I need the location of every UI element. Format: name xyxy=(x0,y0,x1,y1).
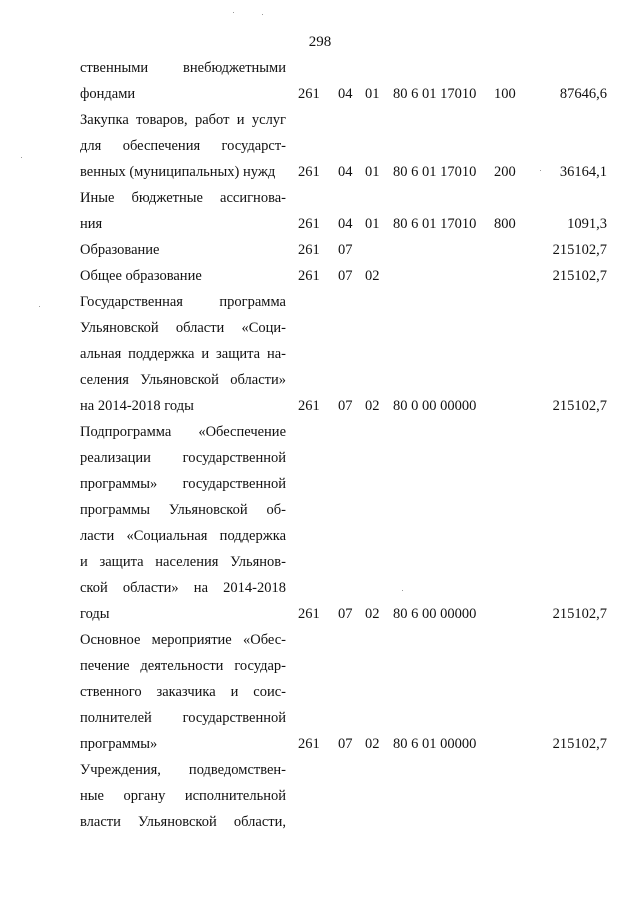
col-razdel: 07 xyxy=(338,606,353,622)
table-line xyxy=(0,679,640,705)
col-podrazdel: 01 xyxy=(365,216,380,232)
table-line xyxy=(0,81,640,107)
line-name: Основное мероприятие «Обес- xyxy=(80,632,286,648)
line-name: ные органу исполнительной xyxy=(80,788,286,804)
line-name: Ульяновской области «Соци- xyxy=(80,320,286,336)
scan-speck xyxy=(21,157,22,158)
line-name: Подпрограмма «Обеспечение xyxy=(80,424,286,440)
line-name: для обеспечения государст- xyxy=(80,138,286,154)
col-grbs: 261 xyxy=(298,164,320,180)
col-razdel: 04 xyxy=(338,216,353,232)
col-target-article: 80 6 01 17010 xyxy=(393,86,477,102)
line-name: власти Ульяновской области, xyxy=(80,814,286,830)
table-line xyxy=(0,575,640,601)
col-target-article: 80 6 01 17010 xyxy=(393,216,477,232)
col-sum: 215102,7 xyxy=(552,736,607,752)
col-grbs: 261 xyxy=(298,268,320,284)
table-line xyxy=(0,263,640,289)
table-line xyxy=(0,601,640,627)
table-line xyxy=(0,497,640,523)
scan-speck xyxy=(262,14,263,15)
col-grbs: 261 xyxy=(298,736,320,752)
col-podrazdel: 02 xyxy=(365,736,380,752)
table-line xyxy=(0,315,640,341)
table-line xyxy=(0,159,640,185)
col-podrazdel: 02 xyxy=(365,268,380,284)
col-podrazdel: 01 xyxy=(365,164,380,180)
line-name: ласти «Социальная поддержка xyxy=(80,528,286,544)
col-razdel: 04 xyxy=(338,86,353,102)
line-name: программы Ульяновской об- xyxy=(80,502,286,518)
col-razdel: 07 xyxy=(338,268,353,284)
line-name: Учреждения, подведомствен- xyxy=(80,762,286,778)
line-name: реализации государственной xyxy=(80,450,286,466)
col-grbs: 261 xyxy=(298,606,320,622)
line-name: печение деятельности государ- xyxy=(80,658,286,674)
col-podrazdel: 02 xyxy=(365,398,380,414)
table-line xyxy=(0,211,640,237)
line-name: на 2014-2018 годы xyxy=(80,398,194,414)
col-grbs: 261 xyxy=(298,242,320,258)
table-line xyxy=(0,367,640,393)
line-name: Закупка товаров, работ и услуг xyxy=(80,112,286,128)
scan-speck xyxy=(39,306,40,307)
line-name: годы xyxy=(80,606,110,622)
line-name: программы» xyxy=(80,736,158,752)
col-razdel: 07 xyxy=(338,398,353,414)
table-line xyxy=(0,627,640,653)
col-podrazdel: 02 xyxy=(365,606,380,622)
line-name: и защита населения Ульянов- xyxy=(80,554,286,570)
col-target-article: 80 6 01 17010 xyxy=(393,164,477,180)
col-grbs: 261 xyxy=(298,398,320,414)
table-line xyxy=(0,185,640,211)
line-name: программы» государственной xyxy=(80,476,286,492)
table-line xyxy=(0,523,640,549)
col-target-article: 80 6 01 00000 xyxy=(393,736,477,752)
col-sum: 215102,7 xyxy=(552,268,607,284)
line-name: Образование xyxy=(80,242,160,258)
col-expense-type: 800 xyxy=(494,216,516,232)
table-line xyxy=(0,705,640,731)
table-line xyxy=(0,809,640,835)
scan-speck xyxy=(402,590,403,591)
col-target-article: 80 0 00 00000 xyxy=(393,398,477,414)
table-line xyxy=(0,783,640,809)
line-name: полнителей государственной xyxy=(80,710,286,726)
scan-speck xyxy=(540,170,541,171)
col-sum: 215102,7 xyxy=(552,606,607,622)
page-number: 298 xyxy=(308,34,332,50)
col-sum: 1091,3 xyxy=(567,216,607,232)
col-sum: 36164,1 xyxy=(559,164,607,180)
line-name: ской области» на 2014-2018 xyxy=(80,580,286,596)
col-razdel: 07 xyxy=(338,242,353,258)
col-sum: 215102,7 xyxy=(552,398,607,414)
col-razdel: 07 xyxy=(338,736,353,752)
table-line xyxy=(0,757,640,783)
table-line xyxy=(0,549,640,575)
line-name: ственного заказчика и соис- xyxy=(80,684,286,700)
line-name: Государственная программа xyxy=(80,294,286,310)
table-line xyxy=(0,133,640,159)
table-line xyxy=(0,237,640,263)
table-line xyxy=(0,393,640,419)
line-name: ния xyxy=(80,216,103,232)
col-expense-type: 100 xyxy=(494,86,516,102)
scan-speck xyxy=(233,12,234,13)
line-name: селения Ульяновской области» xyxy=(80,372,286,388)
table-line xyxy=(0,289,640,315)
table-line xyxy=(0,107,640,133)
col-target-article: 80 6 00 00000 xyxy=(393,606,477,622)
line-name: Общее образование xyxy=(80,268,202,284)
col-expense-type: 200 xyxy=(494,164,516,180)
col-sum: 215102,7 xyxy=(552,242,607,258)
col-sum: 87646,6 xyxy=(559,86,607,102)
line-name: альная поддержка и защита на- xyxy=(80,346,286,362)
col-grbs: 261 xyxy=(298,86,320,102)
line-name: венных (муниципальных) нужд xyxy=(80,164,276,180)
table-line xyxy=(0,445,640,471)
col-grbs: 261 xyxy=(298,216,320,232)
table-line xyxy=(0,653,640,679)
line-name: Иные бюджетные ассигнова- xyxy=(80,190,286,206)
col-razdel: 04 xyxy=(338,164,353,180)
table-line xyxy=(0,731,640,757)
table-line xyxy=(0,341,640,367)
table-line xyxy=(0,419,640,445)
table-line xyxy=(0,55,640,81)
line-name: фондами xyxy=(80,86,136,102)
line-name: ственными внебюджетными xyxy=(80,60,286,76)
table-line xyxy=(0,471,640,497)
col-podrazdel: 01 xyxy=(365,86,380,102)
